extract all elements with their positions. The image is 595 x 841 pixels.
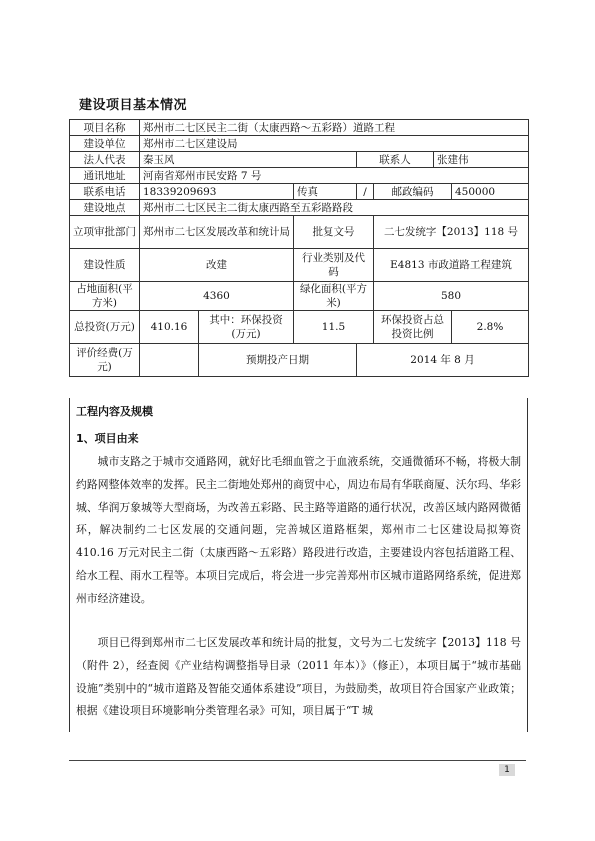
- nature-label: 建设性质: [70, 249, 140, 282]
- fax-value: /: [357, 184, 374, 200]
- env-invest-label: 其中：环保投资(万元): [199, 311, 294, 344]
- table-row: [70, 200, 529, 216]
- page-title: 建设项目基本情况: [79, 98, 188, 113]
- approval-dept-value: 郑州市二七区发展改革和统计局: [140, 216, 294, 249]
- eval-fee-value: [140, 344, 199, 377]
- postcode-value: 450000: [452, 184, 529, 200]
- table-row: [70, 152, 529, 168]
- approval-doc-value: 二七发统字【2013】118 号: [374, 216, 529, 249]
- approval-doc-label: 批复文号: [294, 216, 374, 249]
- table-row: [70, 216, 529, 249]
- builder-value: 郑州市二七区建设局: [140, 136, 529, 152]
- page-number: 1: [499, 764, 515, 776]
- legal-rep-value: 秦玉风: [140, 152, 357, 168]
- address-label: 通讯地址: [70, 168, 140, 184]
- site-label: 建设地点: [70, 200, 140, 216]
- eval-fee-label: 评价经费(万元): [70, 344, 140, 377]
- phone-value: 18339209693: [140, 184, 294, 200]
- prod-date-value: 2014 年 8 月: [357, 344, 529, 377]
- project-name-value: 郑州市二七区民主二街（太康西路～五彩路）道路工程: [140, 120, 529, 136]
- address-value: 河南省郑州市民安路 7 号: [140, 168, 529, 184]
- industry-value: E4813 市政道路工程建筑: [374, 249, 529, 282]
- nature-value: 改建: [140, 249, 294, 282]
- contact-label: 联系人: [357, 152, 434, 168]
- basic-info-table: [69, 119, 529, 377]
- project-name-label: 项目名称: [70, 120, 140, 136]
- builder-label: 建设单位: [70, 136, 140, 152]
- paragraph: 城市支路之于城市交通路网，就好比毛细血管之于血液系统，交通微循环不畅，将极大制约路网整体效率的发挥。民主二街地处郑州的商贸中心，周边布局有华联商厦、沃尔玛、华彩城、华润万象城等大型商场，为改善五彩路、民主路等道路的通行状况，改善区域内路网微循环，解决制约二七区发展的交通问题，完善城区道路框架，郑州市二七区建设局拟筹资 410.16 万元对民主二街（太康西路～五彩路）路段进行改造，主要建设内容包括道路工程、给水工程、雨水工程等。本项目完成后，将会进一步完善郑州市区城市道路网络系统，促进郑州市经济建设。: [76, 455, 521, 605]
- postcode-label: 邮政编码: [374, 184, 452, 200]
- sub-section-title: 1、项目由来: [76, 432, 139, 445]
- table-row: [70, 120, 529, 136]
- paragraph: 项目已得到郑州市二七区发展改革和统计局的批复，文号为二七发统字【2013】118 号（附件 2），经查阅《产业结构调整指导目录（2011 年本）》（修正），本项目属于“城市基础设施”类别中的“城市道路及智能交通体系建设”项目，为鼓励类，故项目符合国家产业政策；根据《建设项目环境影响分类管理名录》可知，项目属于“T 城: [76, 636, 521, 718]
- invest-label: 总投资(万元): [70, 311, 140, 344]
- phone-label: 联系电话: [70, 184, 140, 200]
- industry-label: 行业类别及代码: [294, 249, 374, 282]
- prod-date-label: 预期投产日期: [199, 344, 357, 377]
- table-row: [70, 168, 529, 184]
- green-value: 580: [374, 282, 529, 311]
- env-ratio-label: 环保投资占总投资比例: [374, 311, 452, 344]
- table-row: [70, 344, 529, 377]
- table-row: [70, 136, 529, 152]
- site-value: 郑州市二七区民主二街太康西路至五彩路路段: [140, 200, 529, 216]
- table-row: [70, 249, 529, 282]
- approval-dept-label: 立项审批部门: [70, 216, 140, 249]
- table-row: [70, 184, 529, 200]
- contact-value: 张建伟: [434, 152, 529, 168]
- table-row: [70, 282, 529, 311]
- invest-value: 410.16: [140, 311, 199, 344]
- section-title: 工程内容及规模: [76, 405, 153, 418]
- env-ratio-value: 2.8%: [452, 311, 529, 344]
- env-invest-value: 11.5: [294, 311, 374, 344]
- area-value: 4360: [140, 282, 294, 311]
- table-row: [70, 311, 529, 344]
- fax-label: 传真: [294, 184, 357, 200]
- footer-divider: [69, 760, 526, 761]
- green-label: 绿化面积(平方米): [294, 282, 374, 311]
- legal-rep-label: 法人代表: [70, 152, 140, 168]
- area-label: 占地面积(平方米): [70, 282, 140, 311]
